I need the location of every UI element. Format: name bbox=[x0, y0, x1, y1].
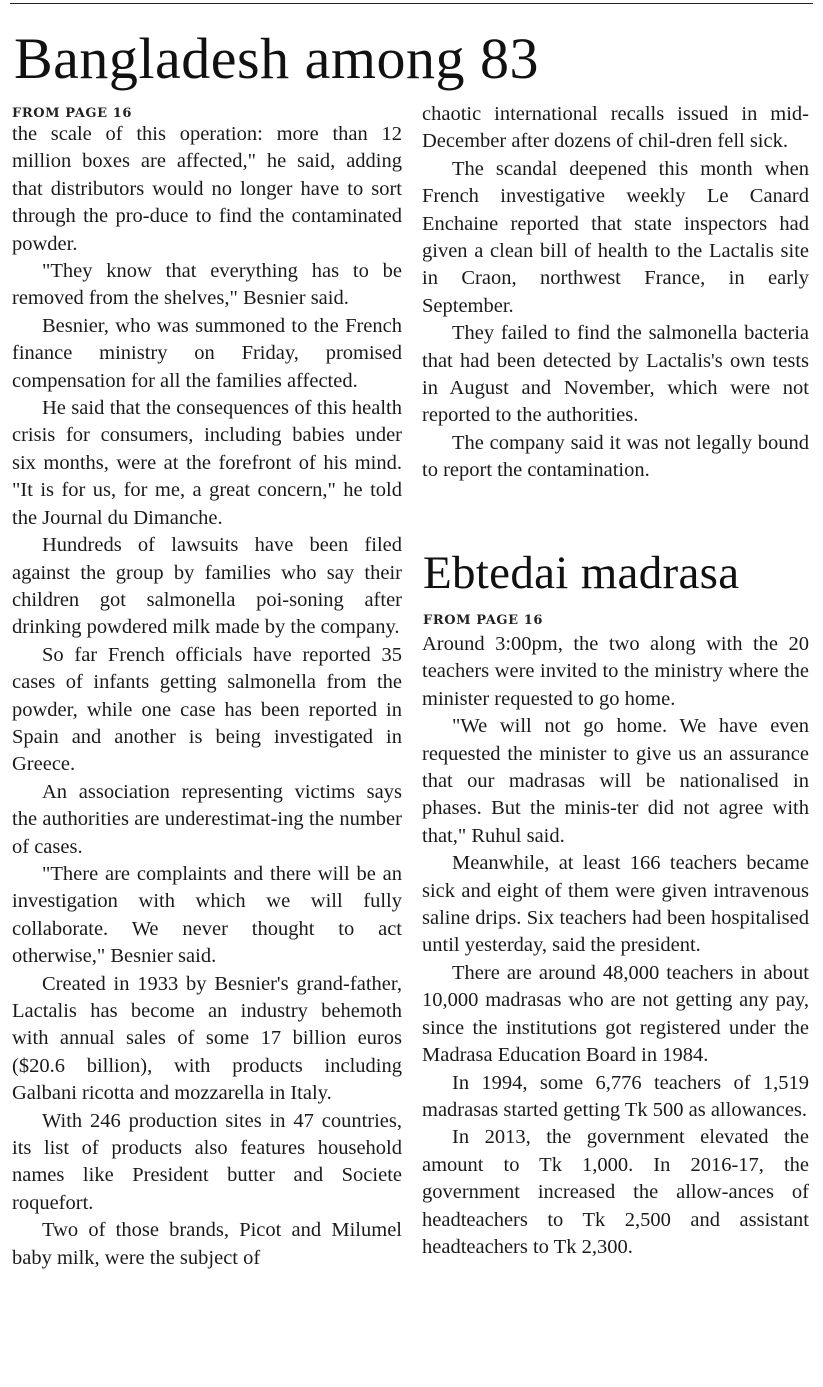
article1-paragraph: Two of those brands, Picot and Milumel baby milk, were the subject of bbox=[12, 1219, 402, 1269]
article1-paragraph: The company said it was not legally bound to report the contamination. bbox=[422, 431, 809, 482]
article1-paragraph: Hundreds of lawsuits have been filed against the group by families who say their children got salmonella poi-soning after drinking powdered milk made by the company. bbox=[12, 534, 402, 639]
article1-paragraph: "They know that everything has to be removed from the shelves," Besnier said. bbox=[12, 260, 402, 310]
article2-paragraph: In 1994, some 6,776 teachers of 1,519 madrasas started getting Tk 500 as allowances. bbox=[422, 1071, 809, 1121]
article1-paragraph: With 246 production sites in 47 countries, its list of products also features household names like President butter and Societe roquefort. bbox=[12, 1109, 402, 1214]
jump-label-article1: FROM PAGE 16 bbox=[12, 106, 133, 121]
article1-paragraph: They failed to find the salmonella bacteria that had been detected by Lactalis's own tests in August and November, which were not reported to the authorities. bbox=[422, 322, 809, 427]
article2-paragraph: In 2013, the government elevated the amount to Tk 1,000. In 2016-17, the government increased the allow-ances of headteachers to Tk 2,500 and assistant headteachers to Tk 2,300. bbox=[422, 1126, 809, 1258]
article1-paragraph: The scandal deepened this month when French investigative weekly Le Canard Enchaine reported that state inspectors had given a clean bill of health to the Lactalis site in Craon, northwest France, in early September. bbox=[422, 157, 809, 317]
article2-paragraph: There are around 48,000 teachers in about 10,000 madrasas who are not getting any pay, since the institutions got registered under the Madrasa Education Board in 1984. bbox=[422, 961, 809, 1067]
article2-paragraph: "We will not go home. We have even requested the minister to give us an assurance that our madrasas will be nationalised in phases. But the minis-ter did not agree with that," Ruhul said. bbox=[422, 715, 809, 847]
article1-paragraph: chaotic international recalls issued in mid-December after dozens of chil-dren fell sick. bbox=[422, 103, 809, 153]
jump-label-article2: FROM PAGE 16 bbox=[423, 613, 544, 628]
article-headline-bangladesh: Bangladesh among 83 bbox=[14, 26, 539, 91]
article2-paragraph: Meanwhile, at least 166 teachers became sick and eight of them were given intravenous saline drips. Six teachers had been hospitalised until yesterday, said the president. bbox=[422, 852, 809, 957]
article2-column bbox=[422, 631, 809, 1385]
article2-paragraph: Around 3:00pm, the two along with the 20 teachers were invited to the ministry where the minister requested to go home. bbox=[422, 633, 809, 710]
article1-column-left bbox=[12, 121, 402, 1385]
article1-column-right bbox=[422, 101, 809, 541]
article-headline-ebtedai: Ebtedai madrasa bbox=[423, 547, 740, 599]
article1-paragraph: An association representing victims says the authorities are underestimat-ing the number of cases. bbox=[12, 780, 402, 858]
article1-paragraph: Created in 1933 by Besnier's grand-father, Lactalis has become an industry behemoth with annual sales of some 17 billion euros ($20.6 billion), with products including Galbani ricotta and mozzarella in Italy. bbox=[12, 972, 402, 1105]
top-rule bbox=[10, 3, 813, 4]
article1-paragraph: So far French officials have reported 35 cases of infants getting salmonella from the powder, while one case has been reported in Spain and another is being investigated in Greece. bbox=[12, 643, 402, 776]
article1-paragraph: the scale of this operation: more than 12 million boxes are affected," he said, adding that distributors would no longer have to sort through the pro-duce to find the contaminated powder. bbox=[12, 123, 402, 255]
article1-paragraph: He said that the consequences of this health crisis for consumers, including babies under six months, were at the forefront of his mind. "It is for us, for me, a great concern," he told the Journal du Dimanche. bbox=[12, 397, 402, 529]
article1-paragraph: "There are complaints and there will be an investigation with which we will fully collaborate. We never thought to act otherwise," Besnier said. bbox=[12, 862, 402, 968]
article1-paragraph: Besnier, who was summoned to the French finance ministry on Friday, promised compensation for all the families affected. bbox=[12, 314, 402, 392]
